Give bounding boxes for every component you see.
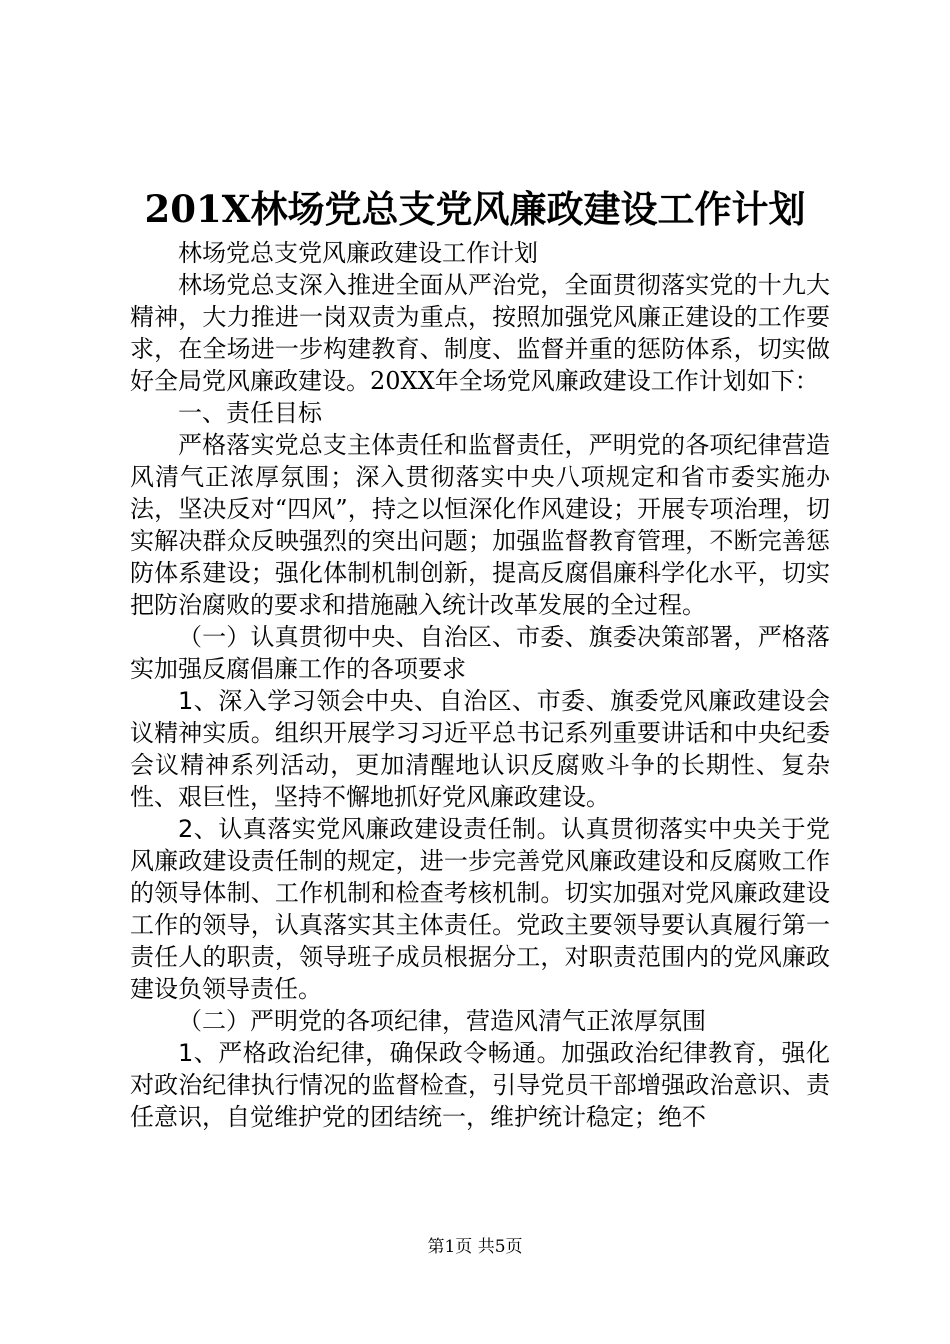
document-subtitle: 林场党总支党风廉政建设工作计划 (178, 239, 538, 267)
item3-paragraph (130, 1037, 830, 1133)
intro-paragraph: 林场党总支深入推进全面从严治党，全面贯彻落实党的十九大精神，大力推进一岗双责为重点，按照加强党风廉正建设的工作要求，在全场进一步构建教育、制度、监督并重的惩防体系，切实做好全局党风廉政建设。20XX年全场党风廉政建设工作计划如下： (130, 271, 830, 395)
page-footer: 第1页 共5页 (427, 1237, 523, 1257)
item3-lead: 1、严格政治纪律，确保政令畅通。 (178, 1039, 562, 1067)
item1-lead: 1、深入学习领会中央、自治区、市委、旗委党风廉政建设会议精神实质。 (130, 687, 830, 747)
section1-heading: 一、责任目标 (178, 399, 322, 427)
document-body (130, 237, 830, 1133)
item1-paragraph (130, 685, 830, 813)
item1-text: 组织开展学习习近平总书记系列重要讲话和中央纪委会议精神系列活动，更加清醒地认识反腐败斗争的长期性、复杂性、艰巨性，坚持不懈地抓好党风廉政建设。 (130, 719, 831, 811)
document-title: 201X林场党总支党风廉政建设工作计划 (144, 187, 806, 231)
subsection1-heading: （一）认真贯彻中央、自治区、市委、旗委决策部署，严格落实加强反腐倡廉工作的各项要求 (130, 623, 830, 683)
item2-lead: 2、认真落实党风廉政建设责任制。 (178, 815, 562, 843)
item3-text: 加强政治纪律教育，强化对政治纪律执行情况的监督检查，引导党员干部增强政治意识、责任意识，自觉维护党的团结统一，维护统计稳定；绝不 (130, 1039, 831, 1131)
item2-text: 认真贯彻落实中央关于党风廉政建设责任制的规定，进一步完善党风廉政建设和反腐败工作的领导体制、工作机制和检查考核机制。切实加强对党风廉政建设工作的领导，认真落实其主体责任。党政主要领导要认真履行第一责任人的职责，领导班子成员根据分工，对职责范围内的党风廉政建设负领导责任。 (130, 815, 831, 1003)
subsection2-heading: （二）严明党的各项纪律，营造风清气正浓厚氛围 (178, 1007, 706, 1035)
section1-paragraph: 严格落实党总支主体责任和监督责任，严明党的各项纪律营造风清气正浓厚氛围；深入贯彻落实中央八项规定和省市委实施办法，坚决反对“四风”，持之以恒深化作风建设；开展专项治理，切实解决群众反映强烈的突出问题；加强监督教育管理，不断完善惩防体系建设；强化体制机制创新，提高反腐倡廉科学化水平，切实把防治腐败的要求和措施融入统计改革发展的全过程。 (130, 431, 830, 619)
item2-paragraph (130, 813, 830, 1005)
